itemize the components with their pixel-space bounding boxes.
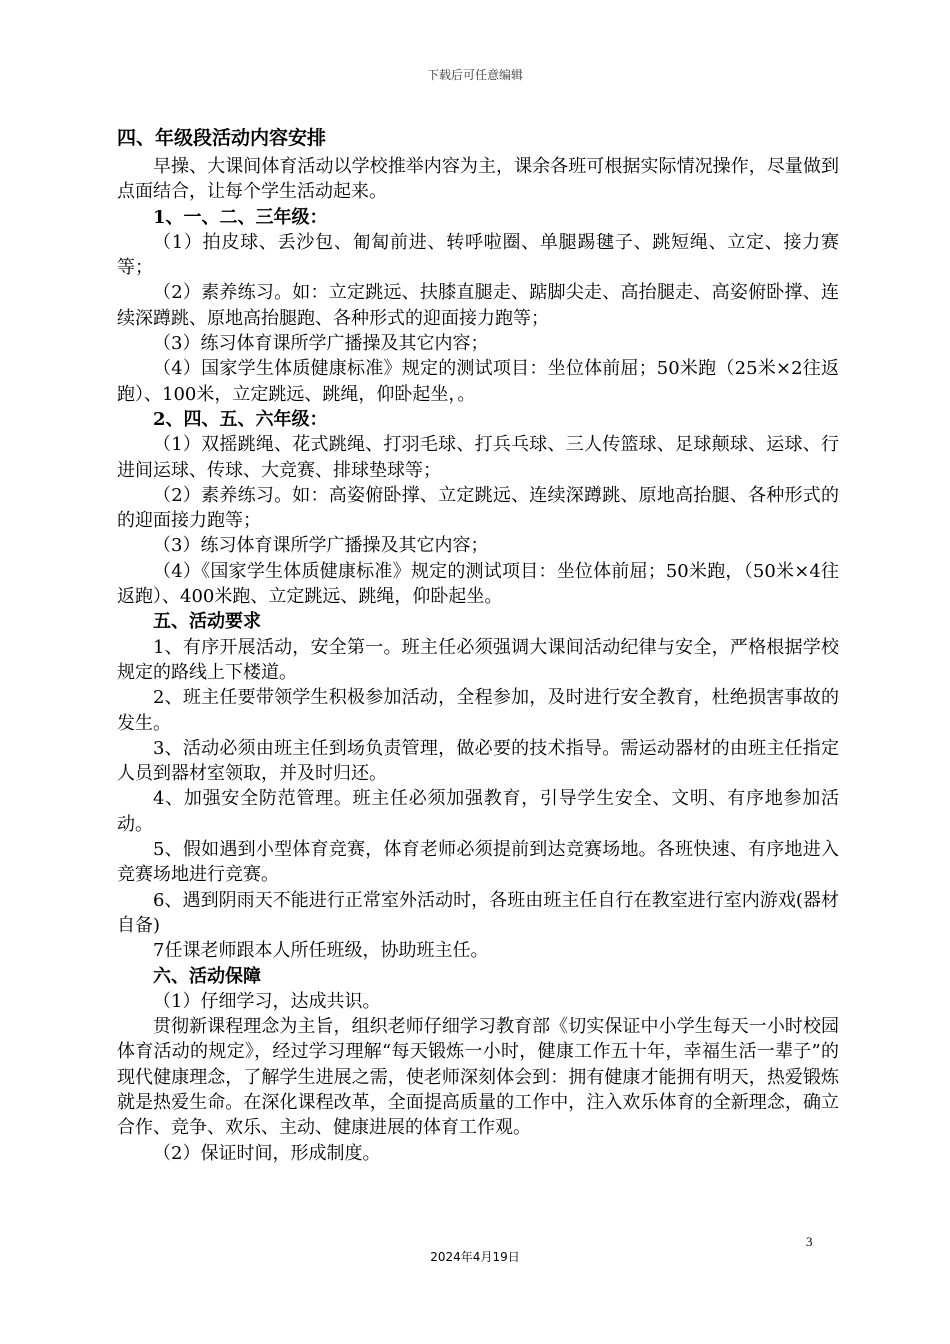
grade-4-6-item: （4）《国家学生体质健康标准》规定的测试项目：坐位体前屈；50米跑，（50米×4往返跑）、400米跑、立定跳远、跳绳，仰卧起坐。 [117,560,839,608]
footer-date: 2024年4月19日 [430,1250,520,1264]
grade-1-3-item: （3）练习体育课所学广播操及其它内容； [153,333,489,355]
grade-4-6-item: （3）练习体育课所学广播操及其它内容； [153,535,489,557]
grade-4-6-item: （2）素养练习。如：高姿俯卧撑、立定跳远、连续深蹲跳、原地高抬腿、各种形式的的迎面接力跑等； [117,484,839,532]
guarantee-paragraph-1: 贯彻新课程理念为主旨，组织老师仔细学习教育部《切实保证中小学生每天一小时校园体育活动的规定》，经过学习理解“每天锻炼一小时，健康工作五十年，幸福生活一辈子”的现代健康理念，了解学生进展之需，使老师深刻体会到：拥有健康才能拥有明天，热爱锻炼就是热爱生命。在深化课程改革，全面提高质量的工作中，注入欢乐体育的全新理念，确立合作、竞争、欢乐、主动、健康进展的体育工作观。 [117,1016,839,1139]
requirement-item: 1、有序开展活动，安全第一。班主任必须强调大课间活动纪律与安全，严格根据学校规定的路线上下楼道。 [117,636,839,683]
requirement-item: 7任课老师跟本人所任班级，协助班主任。 [153,940,489,962]
grade-1-3-title: 1、一、二、三年级： [153,206,328,228]
requirement-item: 5、假如遇到小型体育竞赛，体育老师必须提前到达竞赛场地。各班快速、有序地进入竞赛场地进行竞赛。 [117,839,839,886]
section-4-title: 四、年级段活动内容安排 [117,127,327,149]
section-4-intro: 早操、大课间体育活动以学校推举内容为主，课余各班可根据实际情况操作，尽量做到点面结合，让每个学生活动起来。 [117,156,839,203]
grade-1-3-item: （1）拍皮球、丢沙包、匍匐前进、转呼啦圈、单腿踢毽子、跳短绳、立定、接力赛等； [117,231,839,279]
page-header: 下载后可任意编辑 [426,68,523,82]
requirement-item: 6、遇到阴雨天不能进行正常室外活动时，各班由班主任自行在教室进行室内游戏(器材自备) [117,889,839,936]
guarantee-subtitle-2: （2）保证时间，形成制度。 [153,1142,381,1164]
section-6-title: 六、活动保障 [153,965,261,987]
requirement-item: 3、活动必须由班主任到场负责管理，做必要的技术指导。需运动器材的由班主任指定人员到器材室领取，并及时归还。 [117,737,839,785]
section-5-title: 五、活动要求 [153,611,261,633]
grade-1-3-item: （4）国家学生体质健康标准》规定的测试项目：坐位体前屈；50米跑（25米×2往返跑）、100米，立定跳远、跳绳，仰卧起坐，。 [117,358,839,405]
page-number: 3 [806,1234,813,1249]
grade-4-6-title: 2、四、五、六年级： [153,408,328,430]
grade-1-3-item: （2）素养练习。如：立定跳远、扶膝直腿走、踮脚尖走、高抬腿走、高姿俯卧撑、连续深蹲跳、原地高抬腿跑、各种形式的迎面接力跑等； [117,282,839,329]
requirement-item: 2、班主任要带领学生积极参加活动，全程参加，及时进行安全教育，杜绝损害事故的发生。 [117,687,839,734]
requirement-item: 4、加强安全防范管理。班主任必须加强教育，引导学生安全、文明、有序地参加活动。 [117,788,839,835]
document-body [117,122,839,1166]
guarantee-subtitle-1: （1）仔细学习，达成共识。 [153,990,381,1012]
grade-4-6-item: （1）双摇跳绳、花式跳绳、打羽毛球、打兵乓球、三人传篮球、足球颠球、运球、行进间运球、传球、大竞赛、排球垫球等； [117,434,839,481]
